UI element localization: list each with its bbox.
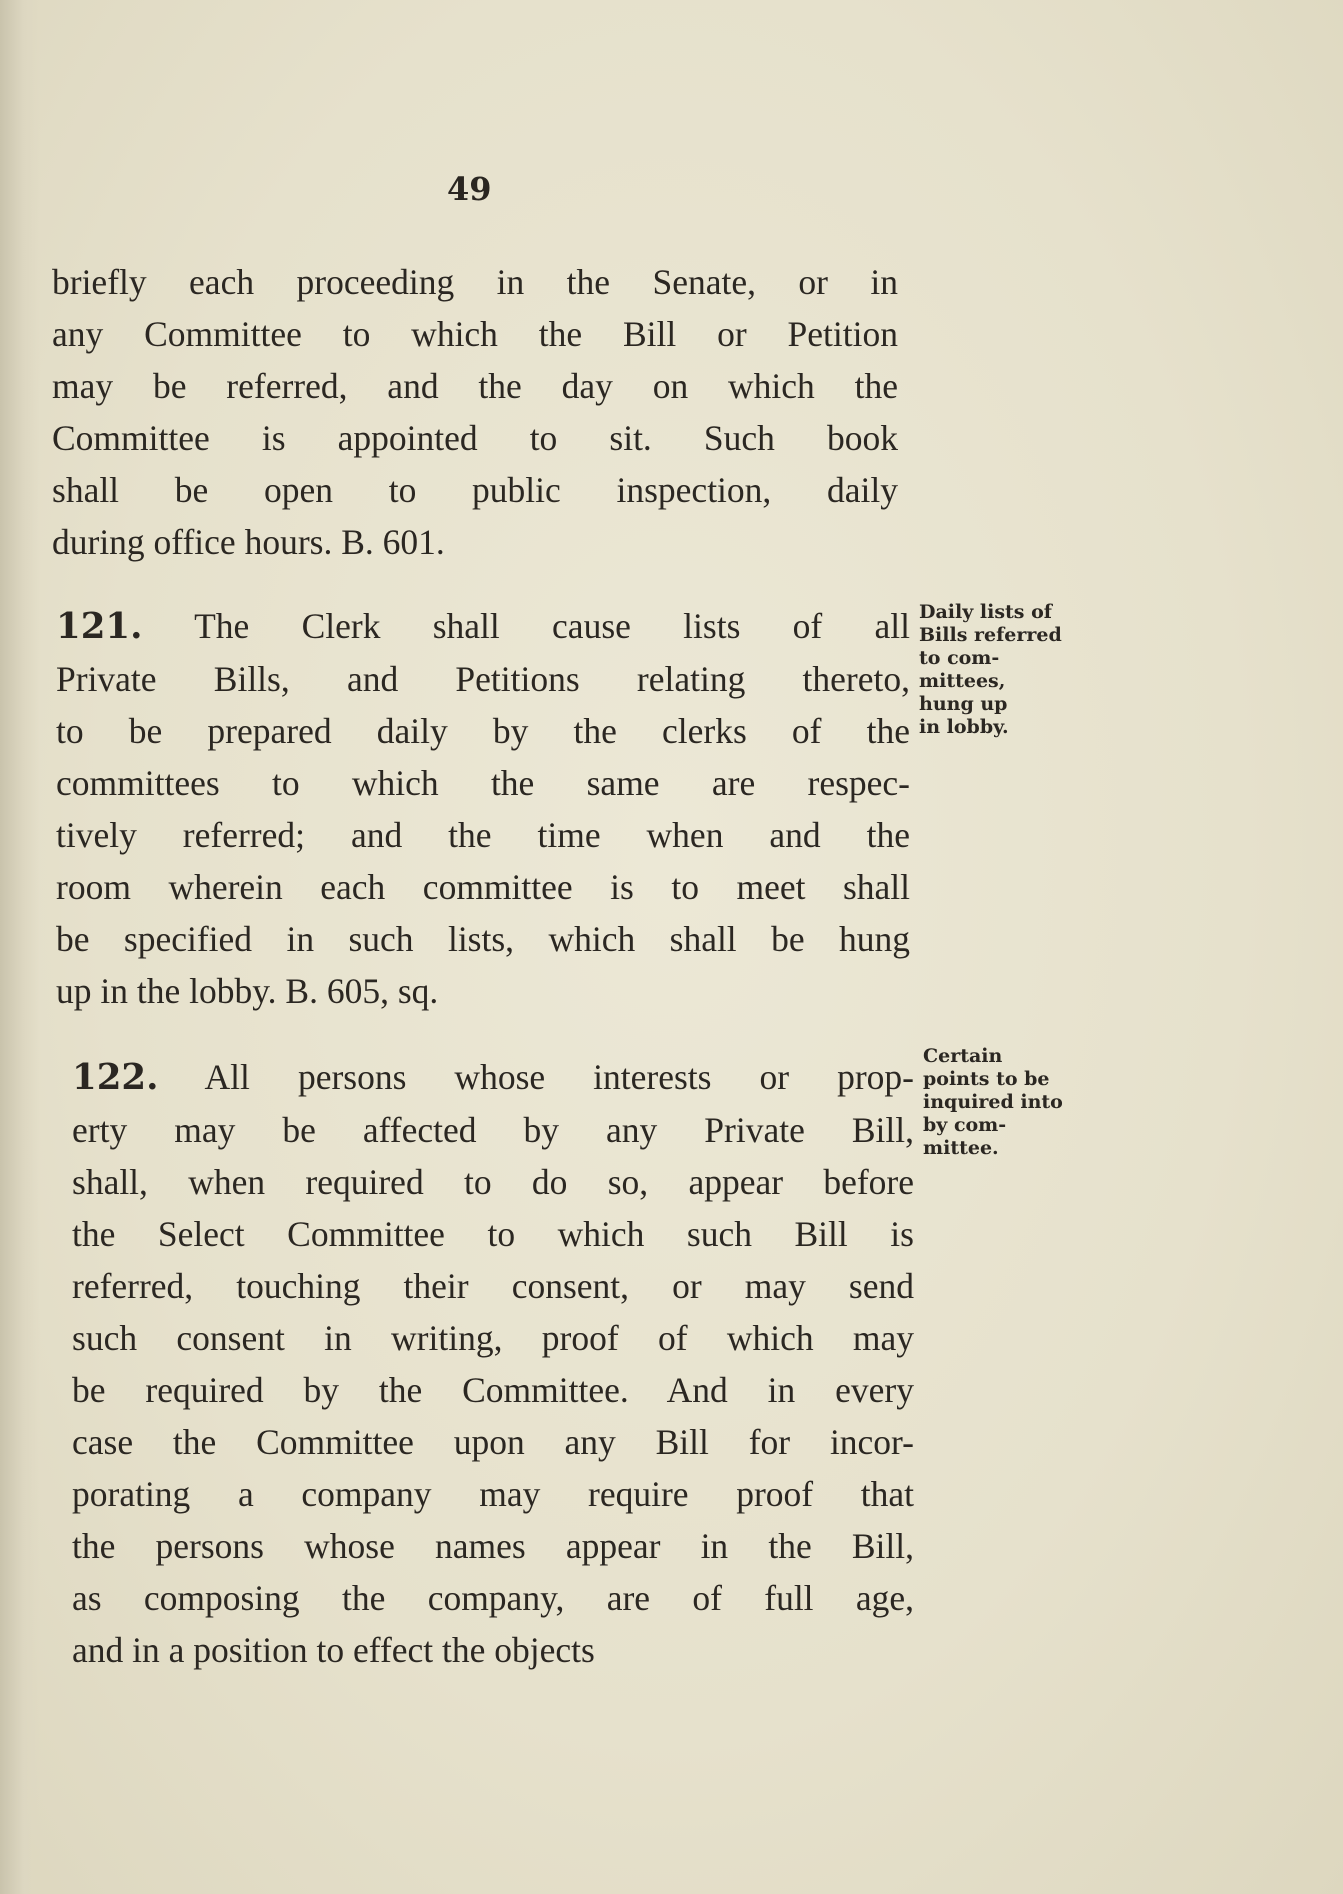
margin-note-line: mittees,: [919, 670, 1006, 692]
section-first-line: [72, 1051, 914, 1104]
margin-note-line: inquired into: [923, 1091, 1063, 1113]
margin-note-line: Daily lists of: [919, 601, 1052, 623]
section-number: 121.: [56, 606, 143, 647]
text-line: briefly each proceeding in the Senate, or in: [52, 262, 898, 302]
text-line: shall, when required to do so, appear before: [72, 1162, 914, 1202]
text-line: during office hours. B. 601.: [52, 522, 445, 562]
text-line: such consent in writing, proof of which may: [72, 1318, 914, 1358]
text-line: as composing the company, are of full age,: [72, 1578, 914, 1618]
text-line: porating a company may require proof that: [72, 1474, 914, 1514]
text-line: be specified in such lists, which shall be hung: [56, 919, 910, 959]
text-line: tively referred; and the time when and the: [56, 815, 910, 855]
text-line: the persons whose names appear in the Bill,: [72, 1526, 914, 1566]
text-line: room wherein each committee is to meet shall: [56, 867, 910, 907]
text-line: referred, touching their consent, or may send: [72, 1266, 914, 1306]
section-first-line: [56, 600, 910, 653]
margin-note-line: mittee.: [923, 1137, 999, 1159]
page-number: 49: [447, 170, 492, 208]
text-line: the Select Committee to which such Bill is: [72, 1214, 914, 1254]
margin-note-line: Certain: [923, 1045, 1003, 1067]
section-122: [72, 1051, 914, 1676]
text-line: may be referred, and the day on which the: [52, 366, 898, 406]
text-line: any Committee to which the Bill or Petition: [52, 314, 898, 354]
margin-note-line: in lobby.: [919, 716, 1009, 738]
margin-note-122: [923, 1045, 1063, 1160]
section-number: 122.: [72, 1057, 159, 1098]
margin-note-line: points to be: [923, 1068, 1050, 1090]
text-line: erty may be affected by any Private Bill,: [72, 1110, 914, 1150]
text-line: up in the lobby. B. 605, sq.: [56, 971, 439, 1011]
section-121: [56, 600, 910, 1017]
text-line: be required by the Committee. And in every: [72, 1370, 914, 1410]
margin-note-line: Bills referred: [919, 624, 1062, 646]
gutter-shadow: [0, 0, 40, 1894]
text-line: to be prepared daily by the clerks of the: [56, 711, 910, 751]
section-first-line-text: All persons whose interests or prop-: [204, 1057, 914, 1097]
paragraph-continuation: [52, 256, 898, 568]
margin-note-121: [919, 601, 1062, 739]
text-line: committees to which the same are respec-: [56, 763, 910, 803]
text-line: Committee is appointed to sit. Such book: [52, 418, 898, 458]
text-line: case the Committee upon any Bill for incor-: [72, 1422, 914, 1462]
margin-note-line: by com-: [923, 1114, 1007, 1136]
section-first-line-text: The Clerk shall cause lists of all: [194, 606, 911, 646]
margin-note-line: to com-: [919, 647, 1000, 669]
text-line: Private Bills, and Petitions relating thereto,: [56, 659, 910, 699]
text-line: shall be open to public inspection, daily: [52, 470, 898, 510]
text-line: and in a position to effect the objects: [72, 1630, 595, 1670]
margin-note-line: hung up: [919, 693, 1008, 715]
